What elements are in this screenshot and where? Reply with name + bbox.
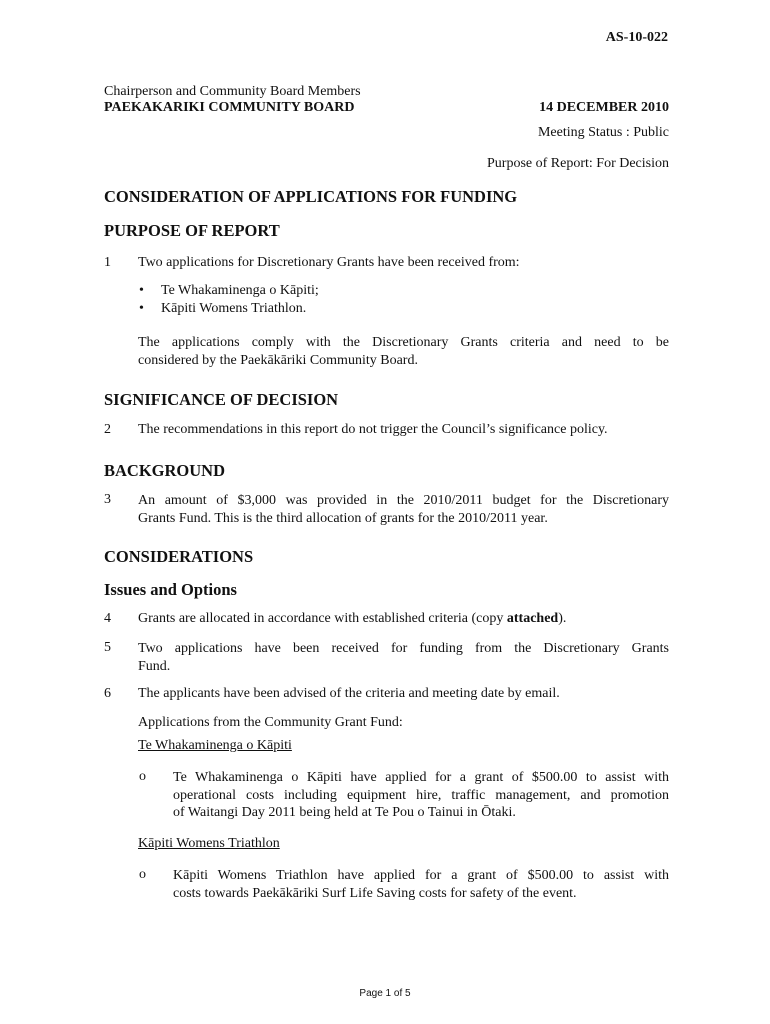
board-name: PAEKAKARIKI COMMUNITY BOARD [104, 100, 355, 115]
text-line: considered by the Paekākāriki Community Board. [138, 352, 418, 368]
attached-label: attached [506, 611, 559, 626]
text-line: An amount of $3,000 was provided in the 2010/2011 budget for the Discretionary [138, 493, 669, 508]
report-purpose: Purpose of Report: For Decision [487, 156, 669, 171]
meeting-date: 14 DECEMBER 2010 [539, 100, 669, 115]
paragraph-1-text: Two applications for Discretionary Grants have been received from: [138, 255, 520, 270]
paragraph-4-tail: ). [558, 611, 567, 626]
document-id: AS-10-022 [605, 30, 668, 45]
bullet-dot: • [139, 301, 144, 316]
text-line: Fund. [138, 658, 171, 674]
bullet-marker: o [139, 867, 146, 882]
bullet-marker: o [139, 769, 146, 784]
paragraph-6-text: The applicants have been advised of the criteria and meeting date by email. [138, 686, 560, 701]
addressee: Chairperson and Community Board Members [104, 84, 361, 99]
paragraph-5 [138, 640, 669, 675]
paragraph-4-lead: Grants are allocated in accordance with established criteria (copy [138, 611, 507, 626]
bullet-dot: • [139, 283, 144, 298]
significance-heading: SIGNIFICANCE OF DECISION [104, 390, 339, 409]
text-line: The applications comply with the Discretionary Grants criteria and need to be [138, 335, 669, 350]
paragraph-6-subtext: Applications from the Community Grant Fund: [138, 715, 403, 730]
paragraph-number: 5 [104, 640, 111, 655]
paragraph-number: 6 [104, 686, 111, 701]
paragraph-number: 2 [104, 422, 111, 437]
text-line: Kāpiti Womens Triathlon have applied for a grant of $500.00 to assist with [173, 868, 669, 883]
paragraph-number: 4 [104, 611, 111, 626]
paragraph-2-text: The recommendations in this report do not trigger the Council’s significance policy. [138, 422, 608, 437]
text-line: Grants Fund. This is the third allocation of grants for the 2010/2011 year. [138, 510, 548, 526]
text-line: of Waitangi Day 2011 being held at Te Pou o Tainui in Ōtaki. [173, 805, 516, 820]
applicant-2-description [173, 867, 669, 902]
bullet-applicant-1: Te Whakaminenga o Kāpiti; [161, 283, 319, 298]
applicant-1-heading: Te Whakaminenga o Kāpiti [138, 738, 292, 753]
background-heading: BACKGROUND [104, 461, 226, 480]
meeting-status: Meeting Status : Public [537, 125, 669, 140]
paragraph-3 [138, 492, 669, 527]
purpose-heading: PURPOSE OF REPORT [104, 221, 280, 240]
text-line: operational costs including equipment hire, traffic management, and promotion [173, 787, 669, 803]
issues-heading: Issues and Options [104, 580, 237, 599]
text-line: costs towards Paekākāriki Surf Life Saving costs for safety of the event. [173, 885, 577, 901]
paragraph-number: 1 [104, 255, 111, 270]
considerations-heading: CONSIDERATIONS [104, 547, 254, 566]
paragraph-number: 3 [104, 492, 111, 507]
text-line: Te Whakaminenga o Kāpiti have applied for a grant of $500.00 to assist with [173, 770, 669, 785]
page-footer: Page 1 of 5 [359, 988, 411, 999]
text-line: Two applications have been received for funding from the Discretionary Grants [138, 641, 669, 656]
applicant-1-description [173, 769, 669, 822]
applicant-2-heading: Kāpiti Womens Triathlon [138, 836, 280, 851]
bullet-applicant-2: Kāpiti Womens Triathlon. [161, 301, 307, 316]
report-title: CONSIDERATION OF APPLICATIONS FOR FUNDING [104, 187, 518, 206]
paragraph-1-follow [138, 334, 669, 369]
paragraph-4-text [138, 611, 566, 627]
